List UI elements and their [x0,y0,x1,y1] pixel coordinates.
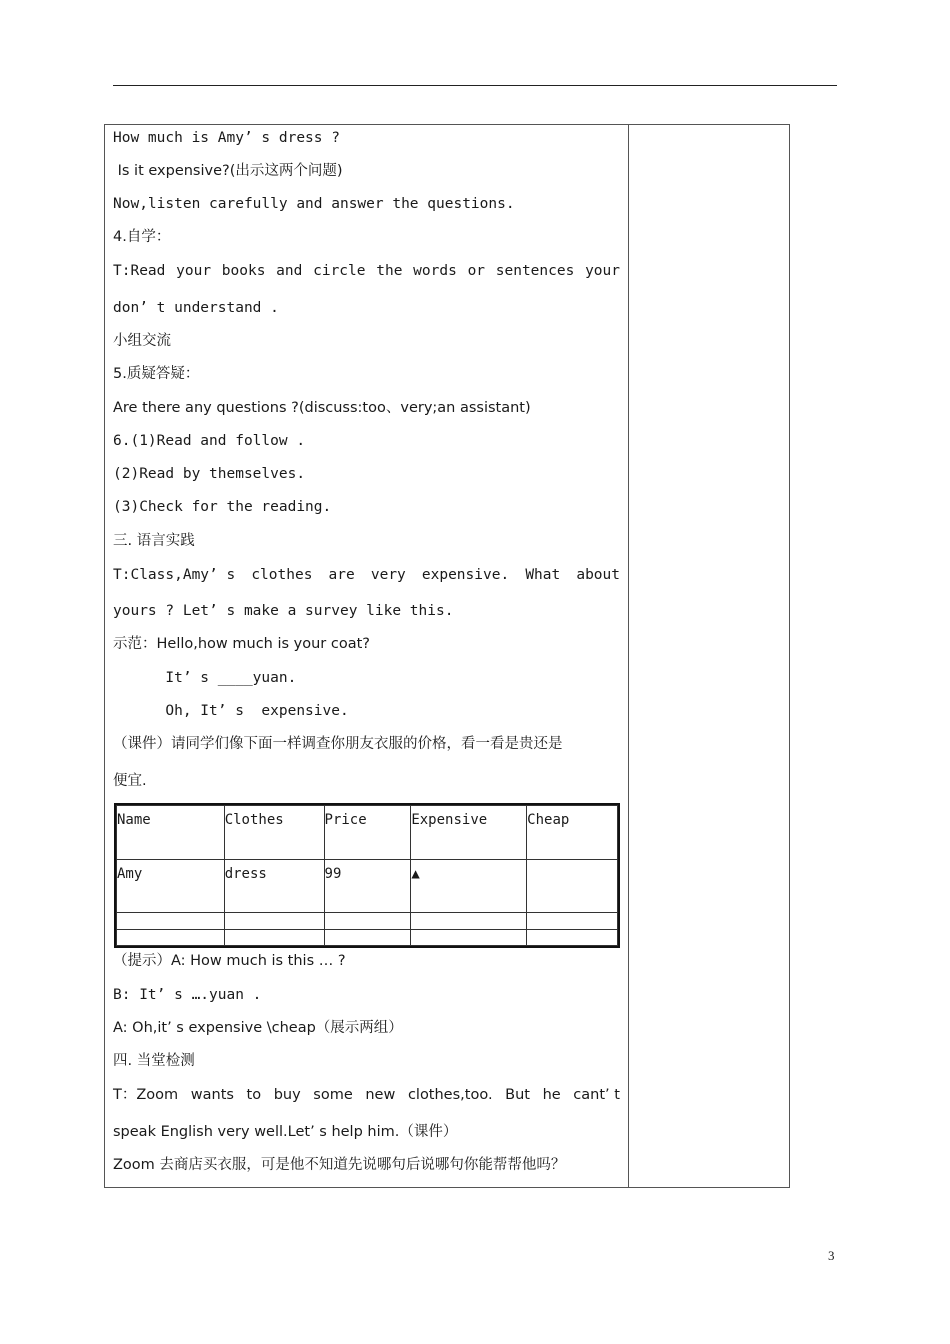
word: But [505,1087,530,1103]
word: words [413,263,457,279]
table-row [117,929,618,945]
text-line: Are there any questions ?(discuss:too、very;an assistant) [113,400,531,416]
text-line: How much is Amy’ s dress ? [113,130,340,146]
word: T:Class,Amy’ s [113,567,236,583]
text-line: (3)Check for the reading. [113,499,332,515]
table-cell: dress [224,859,324,913]
table-cell [324,913,411,929]
justified-line [113,566,620,584]
text-line: Zoom 去商店买衣服，可是他不知道先说哪句后说哪句你能帮帮他吗？ [113,1157,566,1173]
word: and [276,263,303,279]
table-cell [224,929,324,945]
word: about [576,567,620,583]
text-line: （提示）A: How much is this … ? [113,953,346,969]
word: books [221,263,266,279]
table-header-cell: Clothes [224,806,324,860]
table-cell [527,913,618,929]
word: are [328,567,355,583]
survey-table [114,803,620,948]
word: T：Zoom [113,1087,179,1103]
section-heading: 三. 语言实践 [113,533,195,549]
table-cell [411,929,527,945]
word: clothes,too. [407,1087,493,1103]
word: very [370,567,406,583]
word: to [246,1087,262,1103]
table-header-cell: Expensive [411,806,527,860]
word: your [585,263,620,279]
word: buy [273,1087,301,1103]
text-line: speak English very well.Let’ s help him.（课件） [113,1124,458,1140]
text-line: don’ t understand . [113,300,279,316]
table-header-cell: Name [117,806,225,860]
word: he [542,1087,561,1103]
table-cell [411,913,527,929]
word: expensive. [421,567,510,583]
word: the [376,263,403,279]
text-line: Is it expensive?(出示这两个问题) [113,163,343,179]
word: new [365,1087,396,1103]
page-number: 3 [828,1248,835,1263]
table-row [117,913,618,929]
word: circle [313,263,366,279]
justified-line [113,262,620,280]
table-row [117,859,618,913]
table-header-cell: Cheap [527,806,618,860]
table-cell [224,913,324,929]
text-line: Oh, It’ s expensive. [113,703,349,719]
text-line: 便宜. [113,773,147,789]
word: What [525,567,561,583]
text-line: It’ s ____yuan. [113,670,297,686]
word: T:Read [113,263,166,279]
text-line: 小组交流 [113,333,171,349]
text-line: (2)Read by themselves. [113,466,306,482]
table-cell [117,929,225,945]
text-line: Now,listen carefully and answer the questions. [113,196,515,212]
text-line: 5.质疑答疑： [113,366,200,382]
text-line: 示范：Hello,how much is your coat? [113,636,370,652]
word: your [176,263,212,279]
text-line: 4.自学： [113,229,171,245]
table-cell: 99 [324,859,411,913]
word: cant’ t [573,1087,620,1103]
table-cell [527,859,618,913]
word: or [467,263,486,279]
table-cell: Amy [117,859,225,913]
table-header-row [117,806,618,860]
text-line: yours ? Let’ s make a survey like this. [113,603,454,619]
table-header-cell: Price [324,806,411,860]
header-rule [113,85,837,86]
word: wants [190,1087,234,1103]
text-line: （课件）请同学们像下面一样调查你朋友衣服的价格，看一看是贵还是 [113,736,563,752]
justified-line [113,1086,620,1104]
table-cell [324,929,411,945]
text-line: B: It’ s ….yuan . [113,987,262,1003]
word: some [313,1087,353,1103]
section-heading: 四. 当堂检测 [113,1053,195,1069]
table-cell [527,929,618,945]
word: clothes [251,567,313,583]
text-line: 6.(1)Read and follow . [113,433,306,449]
table-cell [117,913,225,929]
word: sentences [495,263,575,279]
text-line: A: Oh,it’ s expensive \cheap（展示两组） [113,1020,403,1036]
column-divider [628,124,629,1188]
triangle-mark: ▲ [411,859,527,913]
